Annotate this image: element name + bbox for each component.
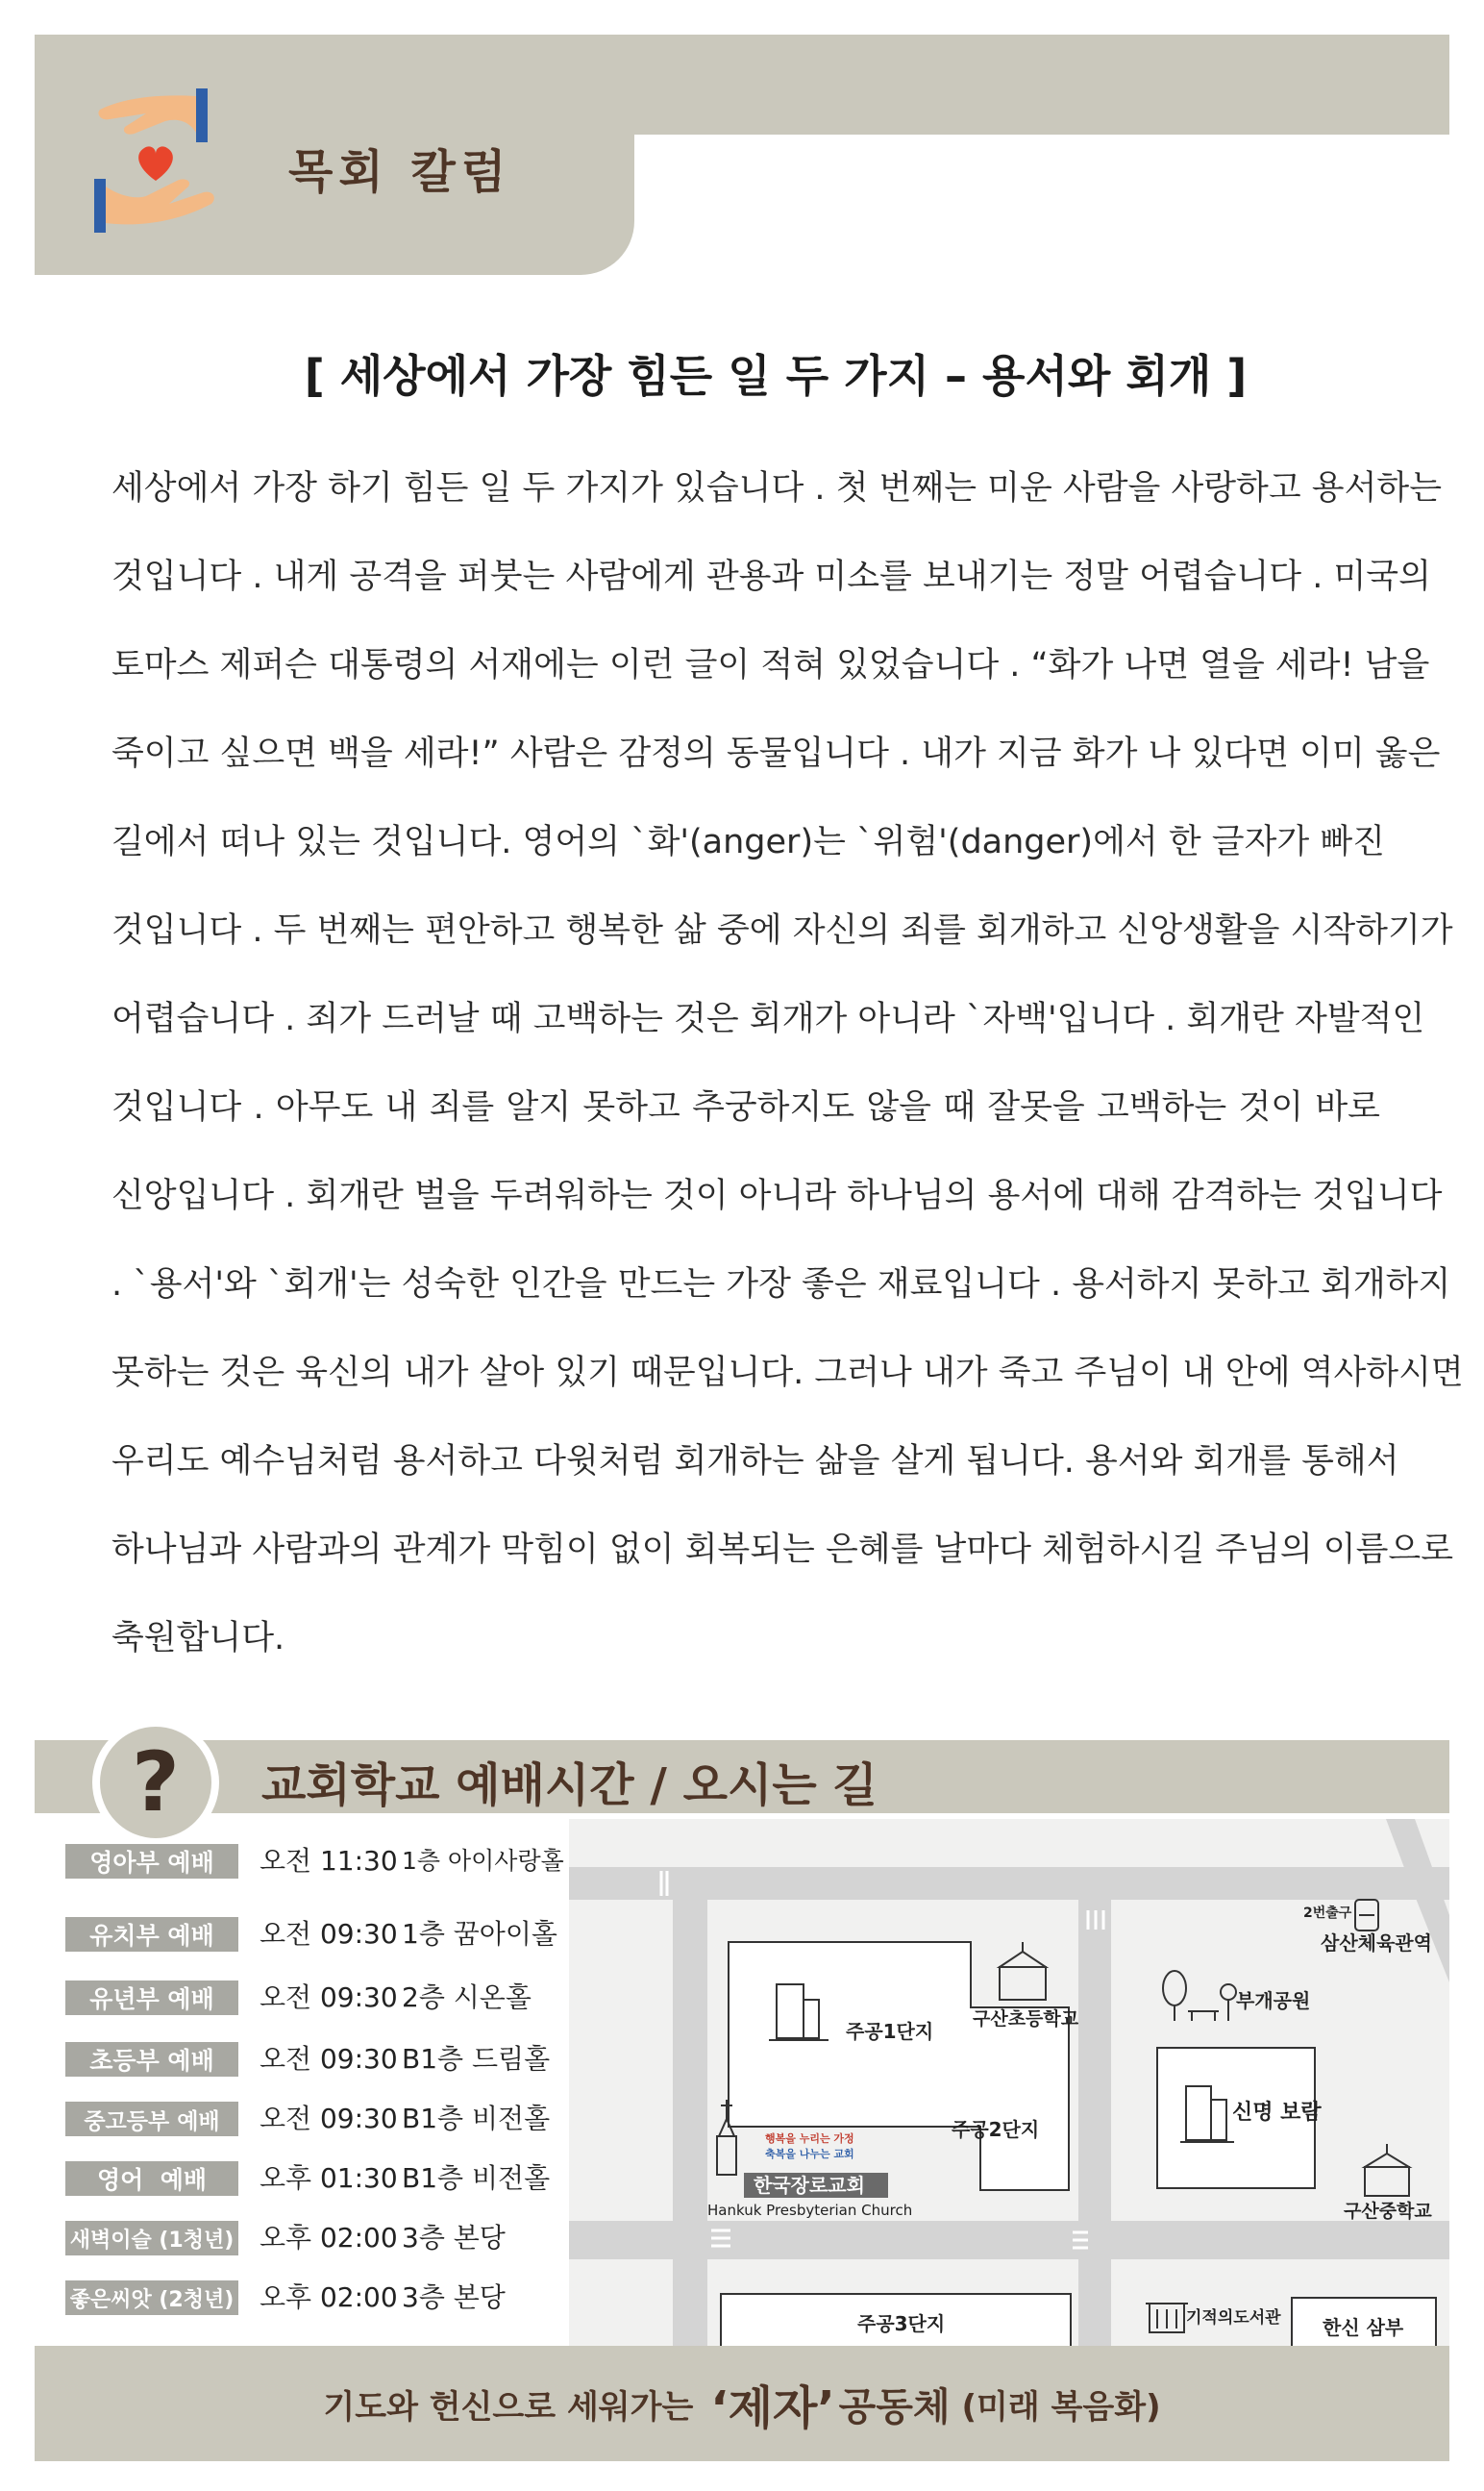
- church-location-map: [569, 1819, 1449, 2346]
- map-label-apt2: 주공2단지: [952, 2118, 1040, 2141]
- service-place: 1층 꿈아이홀: [402, 1918, 557, 1950]
- article-line: 토마스 제퍼슨 대통령의 서재에는 이런 글이 적혀 있었습니다 . “화가 나면 열을 세라! 남을: [111, 646, 1430, 685]
- service-time: 오전 09:30: [260, 2103, 398, 2134]
- map-label-church-slogan-b: 축복을 나누는 교회: [765, 2148, 854, 2160]
- footer-banner: [35, 2346, 1449, 2461]
- article-line: 못하는 것은 육신의 내가 살아 있기 때문입니다. 그러나 내가 죽고 주님이 내 안에 역사하시면: [111, 1354, 1464, 1392]
- service-place: B1층 비전홀: [402, 2162, 551, 2194]
- service-time: 오전 11:30: [260, 1845, 398, 1877]
- article-line: 우리도 예수님처럼 용서하고 다윗처럼 회개하는 삶을 살게 됩니다. 용서와 회개를 통해서: [111, 1442, 1399, 1481]
- map-label-church-ko: 한국장로교회: [754, 2174, 865, 2197]
- column-title: 목회 칼럼: [288, 145, 512, 199]
- schedule-row: [65, 1979, 565, 2017]
- dept-label: 유년부 예배: [65, 1980, 238, 2015]
- article-line: 신앙입니다 . 회개란 벌을 두려워하는 것이 아니라 하나님의 용서에 대해 감격하는 것입니다: [111, 1177, 1443, 1215]
- map-label-school-elem: 구산초등학교: [973, 2008, 1079, 2030]
- article-line: 세상에서 가장 하기 힘든 일 두 가지가 있습니다 . 첫 번째는 미운 사람을 사랑하고 용서하는: [111, 469, 1443, 508]
- road: [1078, 1867, 1111, 2346]
- map-label-apt3: 주공3단지: [857, 2312, 946, 2335]
- service-place: 3층 본당: [402, 2281, 506, 2313]
- service-time: 오후 02:00: [260, 2281, 398, 2313]
- schedule-row: [65, 2219, 565, 2257]
- map-label-school-mid: 구산중학교: [1344, 2201, 1432, 2222]
- map-label-library: 기적의도서관: [1186, 2308, 1281, 2328]
- article-line: 하나님과 사람과의 관계가 막힘이 없이 회복되는 은혜를 날마다 체험하시길 주님의 이름으로: [111, 1531, 1454, 1569]
- dept-label: 영어 예배: [65, 2161, 238, 2196]
- service-place: 1층 아이사랑홀: [402, 1847, 564, 1875]
- dept-label: 초등부 예배: [65, 2042, 238, 2077]
- service-time: 오전 09:30: [260, 1918, 398, 1950]
- footer-highlight: ‘제자’: [710, 2380, 835, 2435]
- article-line: 죽이고 싶으면 백을 세라!” 사람은 감정의 동물입니다 . 내가 지금 화가 나 있다면 이미 옳은: [111, 735, 1441, 773]
- footer-text: 공동체: [838, 2384, 951, 2429]
- map-label-church-slogan-a: 행복을 누리는 가정: [765, 2132, 854, 2145]
- service-time: 오전 09:30: [260, 1981, 398, 2013]
- service-time: 오후 02:00: [260, 2222, 398, 2254]
- schedule-row: [65, 2040, 565, 2079]
- road: [673, 1867, 707, 2346]
- schedule-row: [65, 1915, 565, 1954]
- dept-label: 유치부 예배: [65, 1917, 238, 1952]
- question-mark-icon: ?: [92, 1719, 219, 1846]
- map-label-hanshin: 한신 삼부: [1323, 2316, 1404, 2339]
- article-line: 것입니다 . 두 번째는 편안하고 행복한 삶 중에 자신의 죄를 회개하고 신앙생활을 시작하기가: [111, 911, 1453, 950]
- service-time: 오전 09:30: [260, 2043, 398, 2075]
- dept-label: 좋은씨앗 (2청년): [65, 2280, 238, 2315]
- schedule-row: [65, 2279, 565, 2317]
- dept-label: 새벽이슬 (1청년): [65, 2221, 238, 2255]
- dept-label: 영아부 예배: [65, 1844, 238, 1879]
- schedule-row: [65, 2159, 565, 2198]
- article-title: [ 세상에서 가장 힘든 일 두 가지 – 용서와 회개 ]: [304, 350, 1248, 402]
- schedule-row: [65, 1842, 565, 1881]
- map-label-exit2: 2번출구: [1303, 1906, 1352, 1921]
- article-line: 길에서 떠나 있는 것입니다. 영어의 `화'(anger)는 `위험'(danger)에서 한 글자가 빠진: [111, 823, 1385, 861]
- service-place: 2층 시온홀: [402, 1981, 532, 2013]
- map-label-church-en: Hankuk Presbyterian Church: [707, 2202, 913, 2219]
- service-place: 3층 본당: [402, 2222, 506, 2254]
- map-label-apt1: 주공1단지: [846, 2020, 934, 2043]
- section-title: 교회학교 예배시간 / 오시는 길: [261, 1758, 878, 1812]
- service-place: B1층 드림홀: [402, 2043, 551, 2075]
- hands-heart-icon: [88, 85, 233, 238]
- schedule-row: [65, 2100, 565, 2138]
- article-line: 것입니다 . 아무도 내 죄를 알지 못하고 추궁하지도 않을 때 잘못을 고백하는 것이 바로: [111, 1088, 1380, 1127]
- map-label-park: 부개공원: [1236, 1989, 1311, 2012]
- article-line: 것입니다 . 내게 공격을 퍼붓는 사람에게 관용과 미소를 보내기는 정말 어렵습니다 . 미국의: [111, 558, 1431, 596]
- map-label-sinmyeong: 신명 보람: [1232, 2101, 1322, 2125]
- footer-text: 기도와 헌신으로 세워가는: [323, 2387, 694, 2427]
- map-label-gym: 삼산체육관역: [1321, 1931, 1432, 1955]
- service-place: B1층 비전홀: [402, 2103, 551, 2134]
- footer-subtext: (미래 복음화): [961, 2387, 1161, 2427]
- article-line: 어렵습니다 . 죄가 드러날 때 고백하는 것은 회개가 아니라 `자백'입니다 . 회개란 자발적인: [111, 1000, 1425, 1038]
- dept-label: 중고등부 예배: [65, 2102, 238, 2136]
- article-line: 축원합니다.: [111, 1619, 285, 1657]
- service-time: 오후 01:30: [260, 2162, 398, 2194]
- article-body: [111, 444, 1464, 1682]
- article-line: . `용서'와 `회개'는 성숙한 인간을 만드는 가장 좋은 재료입니다 . 용서하지 못하고 회개하지: [111, 1265, 1451, 1304]
